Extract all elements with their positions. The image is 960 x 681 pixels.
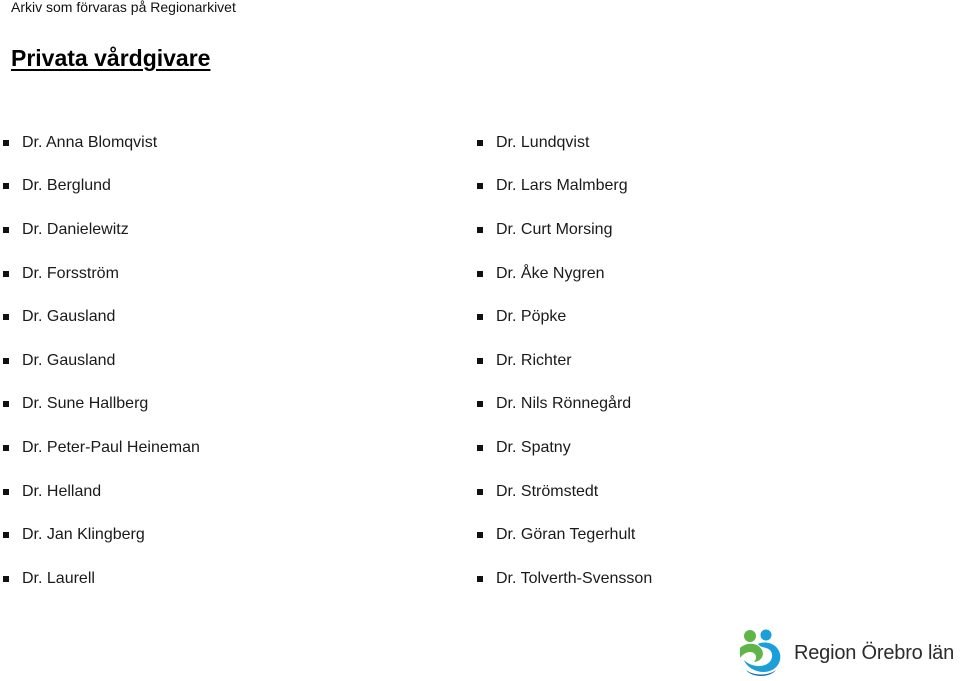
list-item <box>474 513 652 557</box>
list-item <box>0 252 200 296</box>
bullet-icon <box>477 489 483 495</box>
bullet-icon <box>3 532 9 538</box>
list-item <box>0 557 200 601</box>
provider-name: Dr. Berglund <box>22 177 111 195</box>
provider-list-left <box>0 121 200 601</box>
bullet-icon <box>477 271 483 277</box>
list-item <box>474 208 652 252</box>
region-logo-text: Region Örebro län <box>794 641 955 664</box>
bullet-icon <box>3 445 9 451</box>
list-item <box>474 470 652 514</box>
bullet-icon <box>477 140 483 146</box>
list-item <box>0 339 200 383</box>
provider-name: Dr. Anna Blomqvist <box>22 133 158 151</box>
bullet-icon <box>3 314 9 320</box>
provider-name: Dr. Göran Tegerhult <box>496 526 636 544</box>
list-item <box>0 513 200 557</box>
bullet-icon <box>477 183 483 189</box>
list-item <box>474 121 652 165</box>
provider-name: Dr. Peter-Paul Heineman <box>22 438 200 456</box>
list-item <box>0 295 200 339</box>
provider-name: Dr. Danielewitz <box>22 220 129 238</box>
provider-name: Dr. Sune Hallberg <box>22 395 149 413</box>
provider-name: Dr. Tolverth-Svensson <box>496 569 653 587</box>
list-item <box>0 470 200 514</box>
list-item <box>474 339 652 383</box>
list-item <box>474 295 652 339</box>
list-item <box>474 252 652 296</box>
bullet-icon <box>3 183 9 189</box>
bullet-icon <box>477 532 483 538</box>
bullet-icon <box>3 489 9 495</box>
list-item <box>474 557 652 601</box>
list-item <box>474 165 652 209</box>
bullet-icon <box>477 576 483 582</box>
provider-name: Dr. Gausland <box>22 351 116 369</box>
list-item <box>0 383 200 427</box>
provider-list-right <box>474 121 652 601</box>
list-item <box>474 426 652 470</box>
provider-name: Dr. Strömstedt <box>496 482 599 500</box>
region-orebro-lan-logo-icon <box>736 628 786 678</box>
provider-name: Dr. Spatny <box>496 438 571 456</box>
region-logo <box>736 628 958 678</box>
bullet-icon <box>3 271 9 277</box>
bullet-icon <box>477 445 483 451</box>
provider-name: Dr. Gausland <box>22 308 116 326</box>
provider-name: Dr. Forsström <box>22 264 119 282</box>
page-caption: Arkiv som förvaras på Regionarkivet <box>11 0 236 15</box>
bullet-icon <box>477 401 483 407</box>
provider-name: Dr. Pöpke <box>496 308 567 326</box>
list-item <box>0 121 200 165</box>
page-title: Privata vårdgivare <box>11 45 211 71</box>
list-item <box>474 383 652 427</box>
list-item <box>0 208 200 252</box>
provider-name: Dr. Nils Rönnegård <box>496 395 632 413</box>
list-item <box>0 426 200 470</box>
provider-name: Dr. Åke Nygren <box>496 264 605 282</box>
bullet-icon <box>3 401 9 407</box>
list-item <box>0 165 200 209</box>
provider-name: Dr. Jan Klingberg <box>22 526 145 544</box>
bullet-icon <box>477 227 483 233</box>
bullet-icon <box>3 358 9 364</box>
bullet-icon <box>477 314 483 320</box>
bullet-icon <box>477 358 483 364</box>
provider-name: Dr. Richter <box>496 351 572 369</box>
bullet-icon <box>3 576 9 582</box>
provider-name: Dr. Helland <box>22 482 102 500</box>
provider-name: Dr. Laurell <box>22 569 95 587</box>
bullet-icon <box>3 227 9 233</box>
bullet-icon <box>3 140 9 146</box>
provider-name: Dr. Curt Morsing <box>496 220 613 238</box>
provider-name: Dr. Lundqvist <box>496 133 590 151</box>
provider-name: Dr. Lars Malmberg <box>496 177 628 195</box>
